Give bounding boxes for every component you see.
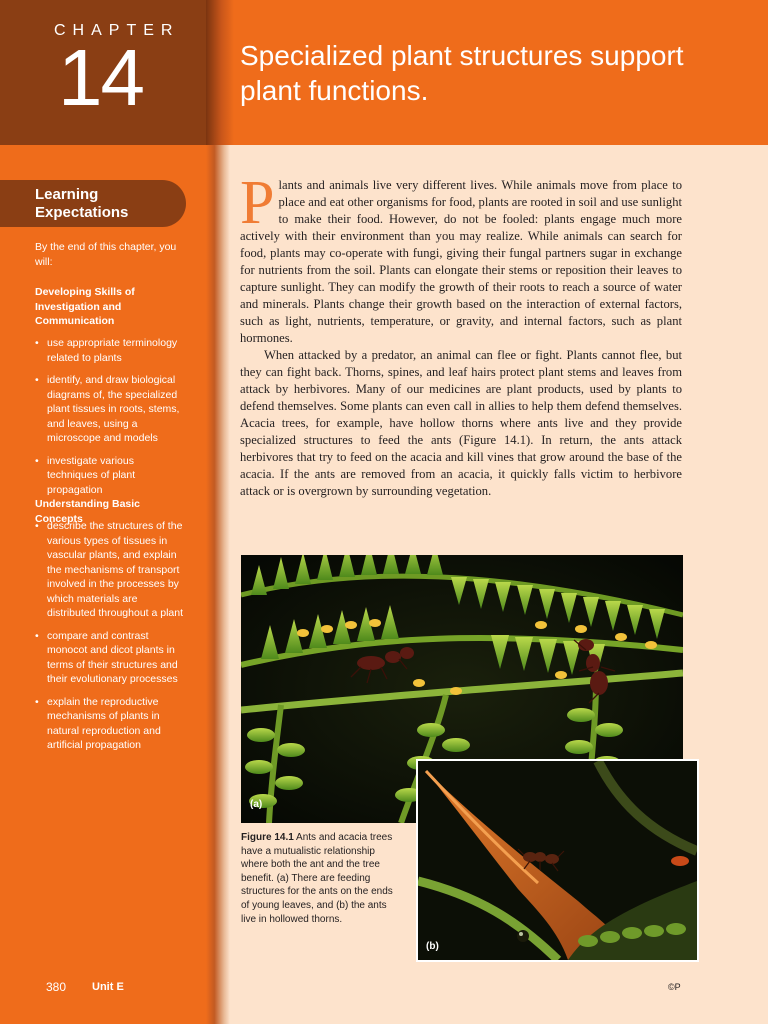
skills-list [35, 336, 187, 505]
chapter-intro-text [240, 169, 682, 500]
header-divider [206, 0, 234, 145]
list-item: • explain the reproductive mechanisms of plants in natural reproduction and artificial propagation [35, 695, 187, 753]
intro-paragraph-1 [240, 169, 682, 347]
concepts-list [35, 519, 187, 761]
figure-photo-b [416, 759, 699, 962]
sidebar-heading-concepts: Understanding Basic Concepts [35, 498, 141, 525]
list-item: • use appropriate terminology related to plants [35, 336, 187, 365]
caption-text: Ants and acacia trees have a mutualistic relationship where both the ant and the tree benefit. (a) There are feeding structures for the ants on the ends of young leaves, and (b) the ants live in hollowed thorns. [241, 832, 393, 925]
sidebar-intro: By the end of this chapter, you will: [35, 241, 177, 268]
copyright-mark: ©P [668, 982, 681, 992]
list-item: • describe the structures of the various types of tissues in vascular plants, and explain the mechanisms of transport involved in the processes by which materials are distributed throughout a plant [35, 519, 187, 621]
figure-label-b: (b) [426, 941, 439, 952]
figure-caption [241, 831, 401, 926]
paragraph-text: lants and animals live very different lives. While animals move from place to place and eat other organisms for food, plants are rooted in soil and use sunlight to make their food. However, do not be fooled: plants engage much more actively with their environment than you may realize. While animals can search for food, plants may co-operate with fungi, giving their fungal partners sugar in exchange for nutrients from the soil. Plants can elongate their stems or reposition their leaves to capture sunlight. They can modify the growth of their roots to reach a source of water and minerals. Plants change their growth based on the interaction of external factors, such as light, nutrients, temperature, or gravity, and internal factors, such as plant hormones. [240, 178, 682, 345]
sidebar-edge [206, 145, 230, 1024]
page-number: 380 [46, 980, 67, 994]
acacia-thorn-image [418, 761, 697, 960]
sidebar-heading-skills: Developing Skills of Investigation and Communication [35, 286, 135, 327]
caption-figure-number: Figure 14.1 [241, 832, 294, 843]
unit-label: Unit E [92, 981, 124, 993]
list-item: • compare and contrast monocot and dicot plants in terms of their structures and their evolutionary processes [35, 629, 187, 687]
drop-cap: P [240, 169, 275, 237]
chapter-label: CHAPTER [54, 22, 180, 39]
learning-expectations-title: Learning Expectations [35, 186, 129, 221]
figure-label-a: (a) [250, 799, 263, 810]
chapter-title: Specialized plant structures support plant functions. [240, 40, 684, 106]
list-item: • identify, and draw biological diagrams of, the specialized plant tissues in roots, stems, and leaves, using a microscope and models [35, 373, 187, 446]
list-item: • investigate various techniques of plant propagation [35, 454, 187, 498]
chapter-number: 14 [58, 33, 143, 122]
intro-paragraph-2: When attacked by a predator, an animal can flee or fight. Plants cannot flee, but they can fight back. Thorns, spines, and leaf hairs protect plant stems and leaves from attack by herbivores. Many of our medicines are plant products, used by plants to defend themselves. Some plants can even call in allies to help them defend themselves. Acacia trees, for example, have hollow thorns where ants live and they provide specialized structures to feed the ants (Figure 14.1). In return, the ants attack herbivores that try to feed on the acacia and kill vines that grow around the base of the acacia. If the ants are removed from an acacia, it quickly falls victim to herbivore attack or is overgrown by surrounding vegetation. [240, 348, 682, 498]
